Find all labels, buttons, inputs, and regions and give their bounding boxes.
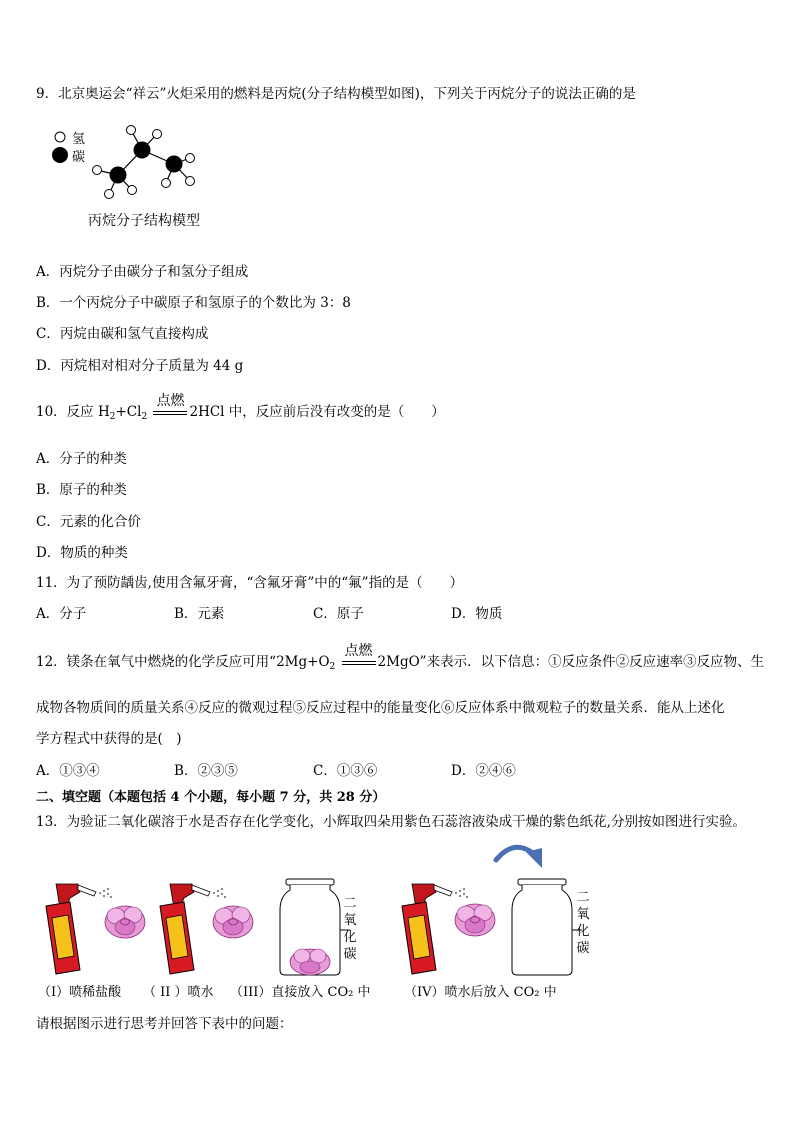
q13-footer: 请根据图示进行思考并回答下表中的问题： <box>36 1016 293 1032</box>
legend-carbon: 碳 <box>72 150 86 165</box>
q11-option-b: B．元素 <box>174 606 225 622</box>
q12-stem-line1 <box>36 642 765 672</box>
q10-option-d: D．物质的种类 <box>36 545 128 561</box>
caption-1: （I）喷稀盐酸 <box>38 985 122 1000</box>
q12-suffix: 2MgO”来表示．以下信息：①反应条件②反应速率③反应物、生 <box>377 654 765 670</box>
q12-option-a: A．①③④ <box>36 763 100 779</box>
q12-option-d: D．②④⑥ <box>451 763 516 779</box>
q10-mid: +Cl <box>115 404 142 420</box>
flower-4-icon <box>450 898 500 943</box>
section-heading: 二、填空题（本题包括 4 个小题，每小题 7 分，共 28 分） <box>36 790 386 805</box>
q10-option-b: B．原子的种类 <box>36 482 127 498</box>
caption-2: （ II ）喷水 <box>143 985 214 1000</box>
q12-prefix: 12．镁条在氧气中燃烧的化学反应可用“2Mg+O <box>36 654 330 670</box>
q13-stem: 13．为验证二氧化碳溶于水是否存在化学变化，小辉取四朵用紫色石蕊溶液染成干燥的紫色纸花,分别按如图进行实验。 <box>36 814 746 830</box>
q11-option-c: C．原子 <box>313 606 364 622</box>
q10-option-a: A．分子的种类 <box>36 451 127 467</box>
q11-option-d: D．物质 <box>451 606 503 622</box>
q12-stem-line3: 学方程式中获得的是( ) <box>36 731 182 747</box>
q10-condition: 点燃 <box>156 392 185 409</box>
q11-option-a: A．分子 <box>36 606 87 622</box>
jar-4-label: 二 氧 化 碳 <box>576 890 590 956</box>
caption-4: （IV）喷水后放入 CO₂ 中 <box>404 985 557 1000</box>
model-caption: 丙烷分子结构模型 <box>88 213 200 229</box>
jar-3-label: 二 氧 化 碳 <box>343 896 357 962</box>
q9-option-a: A．丙烷分子由碳分子和氢分子组成 <box>36 264 249 280</box>
q10-reaction-arrow <box>152 392 188 420</box>
caption-3: （III）直接放入 CO₂ 中 <box>230 985 371 1000</box>
q9-option-c: C．丙烷由碳和氢气直接构成 <box>36 326 209 342</box>
q12-option-c: C．①③⑥ <box>313 763 378 779</box>
q10-product: 2HCl 中，反应前后没有改变的是（ ） <box>189 404 445 420</box>
q10-sub-cl: 2 <box>141 412 148 422</box>
curved-arrow-icon <box>490 838 560 878</box>
q9-stem: 9．北京奥运会“祥云”火炬采用的燃料是丙烷(分子结构模型如图)，下列关于丙烷分子的说法正确的是 <box>36 86 636 102</box>
q12-sub-o: 2 <box>329 662 336 672</box>
q9-option-b: B．一个丙烷分子中碳原子和氢原子的个数比为 3：8 <box>36 295 351 311</box>
q10-stem <box>36 392 445 422</box>
q10-option-c: C．元素的化合价 <box>36 514 141 530</box>
q12-option-b: B．②③⑤ <box>174 763 238 779</box>
q12-stem-line2: 成物各物质间的质量关系④反应的微观过程⑤反应过程中的能量变化⑥反应体系中微观粒子的数量关系．能从上述化 <box>36 700 725 716</box>
flower-1-icon <box>100 900 150 945</box>
q10-sub-h: 2 <box>109 412 116 422</box>
q9-option-d: D．丙烷相对相对分子质量为 44 g <box>36 358 244 374</box>
q12-condition: 点燃 <box>344 642 373 659</box>
q12-reaction-arrow <box>341 642 377 670</box>
legend-hydrogen: 氢 <box>72 132 86 147</box>
q10-prefix: 10．反应 H <box>36 404 110 420</box>
q11-stem: 11．为了预防龋齿,使用含氟牙膏，“含氟牙膏”中的“氟”指的是（ ） <box>36 575 464 591</box>
flower-2-icon <box>208 900 258 945</box>
